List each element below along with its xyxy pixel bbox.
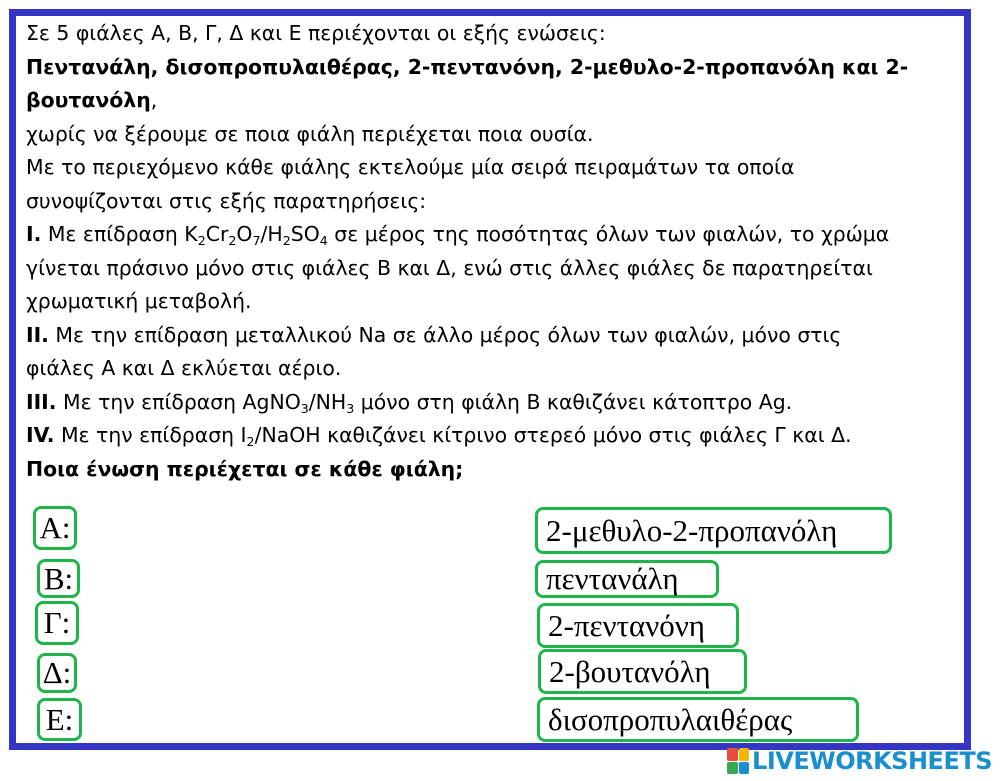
compounds-list: Πεντανάλη, δισοπροπυλαιθέρας, 2-πεντανόνη, 2-μεθυλο-2-προπανόλη και 2- (26, 54, 909, 79)
compounds-list-cont (26, 84, 966, 118)
liveworksheets-logo (727, 747, 992, 775)
comma: , (150, 88, 158, 112)
observation-i-cont: χρωματική μεταβολή. (26, 289, 252, 313)
logo-text: LIVEWORKSHEETS (752, 747, 992, 775)
question: Ποια ένωση περιέχεται σε κάθε φιάλη; (26, 456, 464, 481)
observation-iv: IV. Με την επίδραση $I_2$/NaOH καθιζάνει κίτρινο στερεό μόνο στις φιάλες Γ και Δ. (26, 423, 852, 449)
intro-line: Σε 5 φιάλες Α, Β, Γ, Δ και Ε περιέχονται οι εξής ενώσεις: (26, 21, 606, 45)
observation-number: Ι. (26, 222, 42, 246)
liveworksheets-logo-icon (727, 748, 749, 774)
bottle-label-d: Δ: (37, 653, 77, 693)
observation-number: IV. (26, 423, 55, 447)
observation-ii-cont: φιάλες Α και Δ εκλύεται αέριο. (26, 356, 342, 380)
intro-line: Με το περιεχόμενο κάθε φιάλης εκτελούμε μία σειρά πειραμάτων τα οποία (26, 155, 795, 179)
intro-line: χωρίς να ξέρουμε σε ποια φιάλη περιέχεται ποια ουσία. (26, 121, 594, 146)
bottle-label-a: Α: (33, 506, 77, 550)
compound-last: βουτανόλη (26, 88, 151, 112)
observation-i-cont: γίνεται πράσινο μόνο στις φιάλες Β και Δ, ενώ στις άλλες φιάλες δε παρατηρείται (26, 255, 873, 280)
problem-statement (26, 17, 966, 486)
observation-number: ΙΙΙ. (26, 389, 57, 414)
answer-box-a[interactable]: 2-μεθυλο-2-προπανόλη (535, 507, 892, 554)
answer-box-g[interactable]: 2-πεντανόνη (537, 603, 739, 648)
bottle-label-g: Γ: (35, 601, 79, 645)
observation-number: ΙΙ. (26, 322, 49, 347)
answer-box-b[interactable]: πεντανάλη (535, 560, 719, 598)
bottle-label-b: Β: (37, 559, 80, 598)
intro-line: συνοψίζονται στις εξής παρατηρήσεις: (26, 188, 427, 213)
bottle-label-e: Ε: (37, 698, 82, 741)
answer-box-e[interactable]: δισοπροπυλαιθέρας (537, 697, 859, 742)
answer-box-d[interactable]: 2-βουτανόλη (538, 649, 747, 694)
observation-iii: ΙΙΙ. Με την επίδραση $AgNO_3/NH_3$ μόνο στη φιάλη Β καθιζάνει κάτοπτρο Ag. (26, 389, 793, 416)
observation-ii: ΙΙ. Με την επίδραση μεταλλικού Na σε άλλο μέρος όλων των φιαλών, μόνο στις (26, 322, 842, 347)
observation-i: Ι. Με επίδραση $K_2Cr_2O_7/H_2SO_4$ σε μέρος της ποσότητας όλων των φιαλών, το χρώμα (26, 222, 890, 248)
